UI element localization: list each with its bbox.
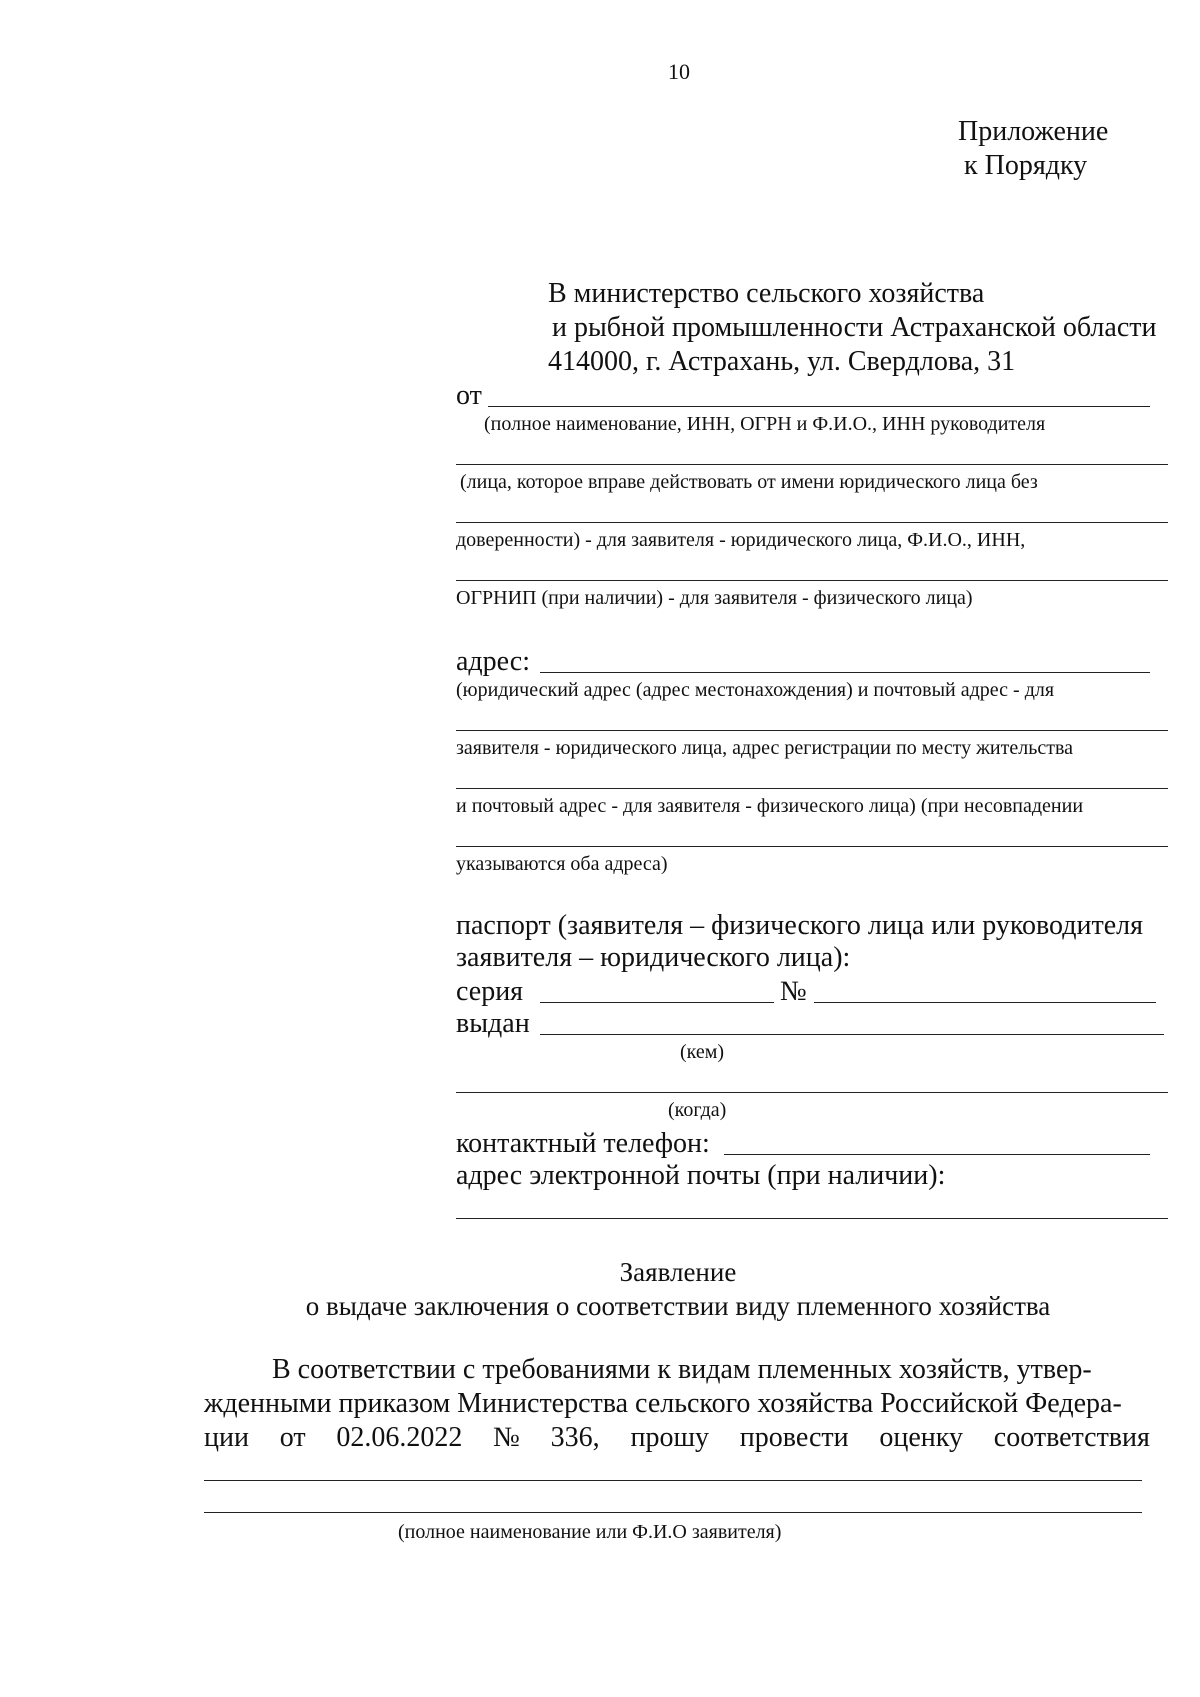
phone-label: контактный телефон: — [456, 1128, 710, 1159]
statement-para-word: 02.06.2022 — [336, 1422, 463, 1453]
statement-para-word: провести — [739, 1422, 849, 1453]
statement-title: Заявление — [619, 1257, 737, 1287]
phone-field-line[interactable] — [724, 1154, 1150, 1155]
from-hint-4: ОГРНИП (при наличии) - для заявителя - физического лица) — [456, 587, 973, 609]
number-field-line[interactable] — [814, 1002, 1156, 1003]
from-hint-3: доверенности) - для заявителя - юридического лица, Ф.И.О., ИНН, — [456, 529, 1026, 551]
statement-para-word: ции — [204, 1422, 249, 1453]
address-hint-3: и почтовый адрес - для заявителя - физического лица) (при несовпадении — [456, 795, 1084, 817]
number-label: № — [780, 976, 807, 1007]
page-number: 10 — [668, 59, 690, 84]
address-label: адрес: — [456, 646, 531, 677]
applicant-hint: (полное наименование или Ф.И.О заявителя) — [398, 1521, 782, 1543]
applicant-field-line-2[interactable] — [204, 1512, 1142, 1513]
address-field-line-4[interactable] — [456, 846, 1168, 847]
address-hint-2: заявителя - юридического лица, адрес регистрации по месту жительства — [456, 737, 1074, 759]
passport-line-2: заявителя – юридического лица): — [456, 942, 851, 973]
issued-when-field-line[interactable] — [456, 1092, 1168, 1093]
issued-by-hint: (кем) — [680, 1041, 725, 1063]
series-field-line[interactable] — [540, 1002, 774, 1003]
statement-para-word: оценку — [879, 1422, 963, 1453]
from-field-line-2[interactable] — [456, 464, 1168, 465]
statement-para-line-2: жденными приказом Министерства сельского хозяйства Российской Федера- — [204, 1388, 1122, 1419]
statement-para-word: № — [493, 1422, 520, 1453]
from-hint-2: (лица, которое вправе действовать от имени юридического лица без — [460, 471, 1038, 493]
from-field-line[interactable] — [488, 406, 1150, 407]
email-label: адрес электронной почты (при наличии): — [456, 1160, 946, 1191]
address-hint-1: (юридический адрес (адрес местонахождения) и почтовый адрес - для — [456, 679, 1055, 701]
from-hint-1: (полное наименование, ИНН, ОГРН и Ф.И.О., ИНН руководителя — [484, 413, 1046, 435]
issued-label: выдан — [456, 1008, 530, 1039]
appendix-subtitle: к Порядку — [964, 150, 1088, 181]
from-field-line-4[interactable] — [456, 580, 1168, 581]
addressee-line-1: В министерство сельского хозяйства — [548, 278, 985, 309]
issued-field-line[interactable] — [540, 1034, 1164, 1035]
from-field-line-3[interactable] — [456, 522, 1168, 523]
passport-line-1: паспорт (заявителя – физического лица или руководителя — [456, 910, 1143, 941]
statement-para-word: от — [279, 1422, 306, 1453]
address-hint-4: указываются оба адреса) — [456, 853, 668, 875]
applicant-field-line[interactable] — [204, 1480, 1142, 1481]
series-label: серия — [456, 976, 524, 1007]
address-field-line-2[interactable] — [456, 730, 1168, 731]
addressee-line-3: 414000, г. Астрахань, ул. Свердлова, 31 — [548, 346, 1016, 377]
statement-para-line-1: В соответствии с требованиями к видам племенных хозяйств, утвер- — [272, 1354, 1092, 1385]
issued-when-hint: (когда) — [668, 1099, 727, 1121]
address-field-line[interactable] — [540, 672, 1150, 673]
appendix-title: Приложение — [958, 116, 1109, 147]
from-label: от — [456, 380, 482, 411]
addressee-line-2: и рыбной промышленности Астраханской области — [552, 312, 1157, 343]
address-field-line-3[interactable] — [456, 788, 1168, 789]
email-field-line[interactable] — [456, 1218, 1168, 1219]
statement-para-word: прошу — [630, 1422, 709, 1453]
statement-para-word: 336, — [550, 1422, 600, 1453]
statement-subtitle: о выдаче заключения о соответствии виду племенного хозяйства — [305, 1291, 1051, 1321]
statement-para-word: соответствия — [993, 1422, 1150, 1453]
statement-para-line-3 — [204, 1422, 1150, 1454]
